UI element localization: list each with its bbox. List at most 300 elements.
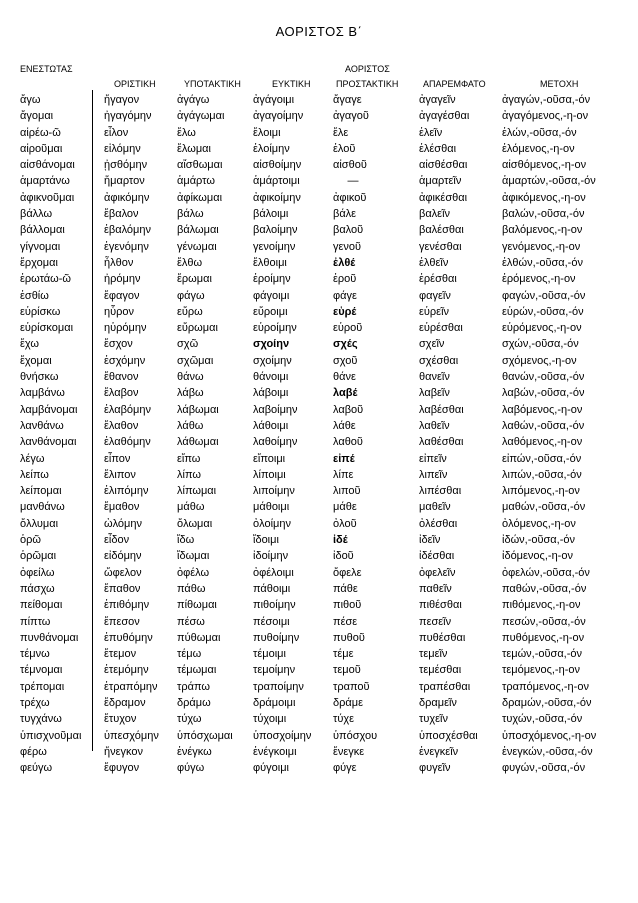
cell-present: τρέχω bbox=[20, 696, 50, 709]
cell-imperative: λαβέ bbox=[333, 387, 358, 400]
cell-infinitive: ἑλεῖν bbox=[419, 126, 443, 139]
cell-subjunctive: σχῶμαι bbox=[177, 354, 214, 367]
cell-infinitive: γενέσθαι bbox=[419, 240, 462, 253]
cell-participle: λιπών,-οῦσα,-όν bbox=[502, 468, 582, 481]
cell-optative: ἀγάγοιμι bbox=[253, 94, 295, 106]
cell-indicative: ἐγενόμην bbox=[104, 240, 149, 253]
cell-imperative: λαθοῦ bbox=[333, 436, 363, 449]
table-row bbox=[0, 532, 638, 548]
column-header-subjunctive: ΥΠΟΤΑΚΤΙΚΗ bbox=[184, 79, 241, 89]
cell-infinitive: πεσεῖν bbox=[419, 615, 452, 628]
cell-participle: ἰδόμενος,-η-ον bbox=[502, 550, 573, 563]
cell-subjunctive: ἀφίκωμαι bbox=[177, 191, 223, 204]
cell-imperative: δράμε bbox=[333, 696, 363, 709]
cell-present: αἰσθάνομαι bbox=[20, 159, 75, 172]
cell-optative: λαθοίμην bbox=[253, 436, 298, 449]
cell-subjunctive: ἔλθω bbox=[177, 256, 203, 269]
cell-subjunctive: γένωμαι bbox=[177, 240, 217, 253]
cell-subjunctive: μάθω bbox=[177, 501, 205, 514]
cell-present: εὑρίσκω bbox=[20, 305, 61, 318]
table-row bbox=[0, 336, 638, 352]
cell-infinitive: φυγεῖν bbox=[419, 762, 451, 775]
cell-subjunctive: πέσω bbox=[177, 615, 205, 628]
cell-subjunctive: αἴσθωμαι bbox=[177, 159, 223, 172]
cell-present: ἄγομαι bbox=[20, 110, 54, 123]
table-row bbox=[0, 728, 638, 744]
cell-infinitive: λαβεῖν bbox=[419, 387, 450, 400]
cell-imperative: θάνε bbox=[333, 371, 356, 384]
cell-imperative: εἰπέ bbox=[333, 452, 355, 465]
cell-imperative: ἰδοῦ bbox=[333, 550, 354, 563]
cell-optative: μάθοιμι bbox=[253, 501, 290, 514]
cell-participle: ὀφελών,-οῦσα,-όν bbox=[502, 566, 590, 579]
table-row bbox=[0, 516, 638, 532]
cell-subjunctive: φάγω bbox=[177, 289, 205, 302]
cell-imperative: βαλοῦ bbox=[333, 224, 364, 237]
cell-imperative: ἕλε bbox=[333, 126, 349, 139]
cell-indicative: εἰδόμην bbox=[104, 550, 142, 563]
cell-imperative: ἀγαγοῦ bbox=[333, 110, 369, 123]
cell-subjunctive: λάθωμαι bbox=[177, 436, 219, 449]
column-header-optative: ΕΥΚΤΙΚΗ bbox=[272, 79, 311, 89]
cell-infinitive: λαθεῖν bbox=[419, 419, 450, 432]
table-row bbox=[0, 662, 638, 678]
cell-subjunctive: ἁμάρτω bbox=[177, 175, 215, 188]
cell-optative: φύγοιμι bbox=[253, 762, 289, 775]
cell-infinitive: ὑποσχέσθαι bbox=[419, 729, 478, 742]
cell-present: αἱροῦμαι bbox=[20, 142, 63, 155]
cell-participle: ἀφικόμενος,-η-ον bbox=[502, 191, 586, 204]
cell-imperative: ὑπόσχου bbox=[333, 729, 378, 742]
cell-participle: γενόμενος,-η-ον bbox=[502, 240, 581, 253]
cell-present: λέγω bbox=[20, 452, 45, 465]
cell-infinitive: θανεῖν bbox=[419, 371, 450, 384]
table-row bbox=[0, 451, 638, 467]
cell-subjunctive: τύχω bbox=[177, 713, 202, 726]
table-row bbox=[0, 581, 638, 597]
cell-participle: ἰδών,-οῦσα,-όν bbox=[502, 534, 575, 547]
cell-imperative: τέμε bbox=[333, 648, 354, 661]
cell-infinitive: εὑρέσθαι bbox=[419, 322, 463, 335]
cell-infinitive: ἀφικέσθαι bbox=[419, 191, 468, 204]
cell-imperative: αἰσθοῦ bbox=[333, 159, 367, 172]
cell-infinitive: λιπεῖν bbox=[419, 468, 448, 481]
cell-optative: εὕροιμι bbox=[253, 305, 288, 318]
cell-participle: πιθόμενος,-η-ον bbox=[502, 599, 581, 612]
cell-optative: εἴποιμι bbox=[253, 452, 286, 465]
cell-present: λαμβάνομαι bbox=[20, 403, 78, 416]
cell-present: αἱρέω-ῶ bbox=[20, 126, 61, 139]
cell-subjunctive: ἔρωμαι bbox=[177, 273, 212, 286]
cell-infinitive: ἑλέσθαι bbox=[419, 142, 457, 155]
cell-present: ὄλλυμαι bbox=[20, 517, 59, 530]
cell-indicative: ἔδραμον bbox=[104, 696, 146, 709]
table-row bbox=[0, 173, 638, 189]
cell-present: πείθομαι bbox=[20, 599, 63, 612]
cell-optative: λίποιμι bbox=[253, 468, 286, 481]
table-row bbox=[0, 418, 638, 434]
cell-subjunctive: τέμωμαι bbox=[177, 664, 217, 677]
cell-optative: ἐνέγκοιμι bbox=[253, 745, 297, 758]
cell-indicative: ὤφελον bbox=[104, 566, 142, 579]
cell-participle: μαθών,-οῦσα,-όν bbox=[502, 501, 586, 514]
cell-optative: πάθοιμι bbox=[253, 582, 291, 595]
cell-subjunctive: λάβω bbox=[177, 387, 204, 400]
cell-imperative: τραποῦ bbox=[333, 680, 370, 693]
cell-subjunctive: ὄλωμαι bbox=[177, 517, 213, 530]
cell-optative: τεμοίμην bbox=[253, 664, 296, 677]
cell-imperative: λιποῦ bbox=[333, 485, 361, 498]
cell-participle: αἰσθόμενος,-η-ον bbox=[502, 159, 587, 172]
cell-imperative: φύγε bbox=[333, 762, 357, 775]
cell-imperative: σχοῦ bbox=[333, 354, 358, 367]
cell-subjunctive: ἕλωμαι bbox=[177, 142, 211, 155]
cell-optative: αἰσθοίμην bbox=[253, 159, 302, 172]
cell-subjunctive: πίθωμαι bbox=[177, 599, 217, 612]
cell-indicative: ἐβαλόμην bbox=[104, 224, 151, 237]
cell-present: φέρω bbox=[20, 745, 47, 758]
cell-present: ὀφείλω bbox=[20, 566, 55, 579]
cell-infinitive: σχεῖν bbox=[419, 338, 445, 351]
cell-participle: λιπόμενος,-η-ον bbox=[502, 485, 580, 498]
column-header-indicative: ΟΡΙΣΤΙΚΗ bbox=[114, 79, 156, 89]
cell-present: ἀφικνοῦμαι bbox=[20, 191, 75, 204]
cell-indicative: ἔλαθον bbox=[104, 419, 139, 432]
cell-present: γίγνομαι bbox=[20, 240, 61, 253]
cell-participle: ἁμαρτών,-οῦσα,-όν bbox=[502, 175, 596, 188]
cell-present: ὁρῶμαι bbox=[20, 550, 57, 563]
cell-participle: θανών,-οῦσα,-όν bbox=[502, 371, 585, 384]
table-row bbox=[0, 255, 638, 271]
cell-participle: ἑλών,-οῦσα,-όν bbox=[502, 126, 577, 139]
cell-infinitive: ἐρέσθαι bbox=[419, 273, 457, 286]
cell-indicative: ἔλαβον bbox=[104, 387, 139, 400]
cell-optative: ὀλοίμην bbox=[253, 517, 291, 530]
cell-indicative: ἐλαθόμην bbox=[104, 436, 151, 449]
cell-participle: φαγών,-οῦσα,-όν bbox=[502, 289, 586, 302]
cell-present: ἄγω bbox=[20, 94, 41, 106]
table-row bbox=[0, 141, 638, 157]
cell-participle: λαβών,-οῦσα,-όν bbox=[502, 387, 585, 400]
table-row bbox=[0, 353, 638, 369]
cell-present: λείπω bbox=[20, 468, 49, 481]
cell-present: τρέπομαι bbox=[20, 680, 65, 693]
table-row bbox=[0, 565, 638, 581]
cell-participle: σχόμενος,-η-ον bbox=[502, 354, 577, 367]
cell-infinitive: ὀφελεῖν bbox=[419, 566, 456, 579]
cell-present: βάλλομαι bbox=[20, 224, 65, 237]
table-row bbox=[0, 597, 638, 613]
table-row bbox=[0, 108, 638, 124]
cell-infinitive: ἐλθεῖν bbox=[419, 256, 449, 269]
column-header-participle: ΜΕΤΟΧΗ bbox=[540, 79, 579, 89]
cell-present: ἐρωτάω-ῶ bbox=[20, 273, 71, 286]
cell-imperative: λάθε bbox=[333, 419, 356, 432]
cell-indicative: ἐπυθόμην bbox=[104, 631, 153, 644]
cell-indicative: ἔβαλον bbox=[104, 208, 139, 221]
cell-subjunctive: λίπω bbox=[177, 468, 201, 481]
cell-infinitive: ἀγαγέσθαι bbox=[419, 110, 470, 123]
cell-imperative: εὑροῦ bbox=[333, 322, 363, 335]
cell-infinitive: λαθέσθαι bbox=[419, 436, 464, 449]
cell-indicative: ἐτραπόμην bbox=[104, 680, 158, 693]
cell-subjunctive: λάβωμαι bbox=[177, 403, 219, 416]
column-header-infinitive: ΑΠΑΡΕΜΦΑΤΟ bbox=[423, 79, 486, 89]
table-row bbox=[0, 695, 638, 711]
table-row bbox=[0, 222, 638, 238]
cell-optative: ὑποσχοίμην bbox=[253, 729, 312, 742]
cell-infinitive: τεμέσθαι bbox=[419, 664, 462, 677]
cell-optative: λαβοίμην bbox=[253, 403, 298, 416]
cell-indicative: ἦλθον bbox=[104, 256, 134, 269]
cell-participle: εὑρών,-οῦσα,-όν bbox=[502, 305, 584, 318]
cell-participle: φυγών,-οῦσα,-όν bbox=[502, 762, 586, 775]
aorist-header: ΑΟΡΙΣΤΟΣ bbox=[345, 64, 390, 74]
cell-infinitive: λαβέσθαι bbox=[419, 403, 464, 416]
cell-imperative: ἐροῦ bbox=[333, 273, 357, 286]
cell-imperative: πυθοῦ bbox=[333, 631, 365, 644]
table-row bbox=[0, 157, 638, 173]
cell-present: λανθάνω bbox=[20, 419, 64, 432]
cell-present: τυγχάνω bbox=[20, 713, 62, 726]
cell-indicative: ἔφαγον bbox=[104, 289, 140, 302]
table-row bbox=[0, 402, 638, 418]
cell-imperative: λαβοῦ bbox=[333, 403, 364, 416]
cell-optative: βαλοίμην bbox=[253, 224, 298, 237]
verb-table bbox=[0, 92, 638, 776]
cell-present: ἐσθίω bbox=[20, 289, 49, 302]
cell-present: ἔχομαι bbox=[20, 354, 52, 367]
cell-indicative: ηὑρόμην bbox=[104, 322, 147, 335]
cell-optative: γενοίμην bbox=[253, 240, 296, 253]
cell-participle: ἀγαγών,-οῦσα,-όν bbox=[502, 94, 591, 106]
present-tense-header: ΕΝΕΣΤΩΤΑΣ bbox=[20, 64, 73, 74]
table-row bbox=[0, 467, 638, 483]
cell-participle: εὑρόμενος,-η-ον bbox=[502, 322, 582, 335]
cell-participle: ὀλόμενος,-η-ον bbox=[502, 517, 576, 530]
cell-indicative: ἔτυχον bbox=[104, 713, 137, 726]
cell-present: ὑπισχνοῦμαι bbox=[20, 729, 82, 742]
cell-participle: βαλόμενος,-η-ον bbox=[502, 224, 583, 237]
cell-imperative: φάγε bbox=[333, 289, 357, 302]
cell-optative: σχοίμην bbox=[253, 354, 292, 367]
cell-imperative: ἰδέ bbox=[333, 534, 348, 547]
table-row bbox=[0, 304, 638, 320]
cell-participle: λαβόμενος,-η-ον bbox=[502, 403, 583, 416]
cell-infinitive: βαλεῖν bbox=[419, 208, 451, 221]
table-row bbox=[0, 92, 638, 108]
cell-indicative: ἔσχον bbox=[104, 338, 133, 351]
cell-optative: εὑροίμην bbox=[253, 322, 297, 335]
cell-indicative: ἤγαγον bbox=[104, 94, 140, 106]
cell-infinitive: παθεῖν bbox=[419, 582, 452, 595]
cell-present: πίπτω bbox=[20, 615, 51, 628]
cell-imperative: ἑλοῦ bbox=[333, 142, 356, 155]
cell-indicative: ἐσχόμην bbox=[104, 354, 146, 367]
cell-present: εὑρίσκομαι bbox=[20, 322, 74, 335]
cell-present: λανθάνομαι bbox=[20, 436, 77, 449]
cell-participle: ἐλθών,-οῦσα,-όν bbox=[502, 256, 583, 269]
cell-infinitive: εὑρεῖν bbox=[419, 305, 450, 318]
table-row bbox=[0, 239, 638, 255]
cell-infinitive: ἰδέσθαι bbox=[419, 550, 455, 563]
column-headers bbox=[0, 79, 638, 91]
cell-indicative: ὑπεσχόμην bbox=[104, 729, 159, 742]
cell-infinitive: πιθέσθαι bbox=[419, 599, 462, 612]
cell-optative: πυθοίμην bbox=[253, 631, 300, 644]
cell-participle: τεμών,-οῦσα,-όν bbox=[502, 648, 583, 661]
cell-infinitive: δραμεῖν bbox=[419, 696, 457, 709]
cell-present: μανθάνω bbox=[20, 501, 65, 514]
cell-participle: δραμών,-οῦσα,-όν bbox=[502, 696, 592, 709]
cell-present: λείπομαι bbox=[20, 485, 62, 498]
cell-subjunctive: ἕλω bbox=[177, 126, 196, 139]
cell-subjunctive: εὕρω bbox=[177, 305, 203, 318]
cell-optative: ἀγαγοίμην bbox=[253, 110, 304, 123]
cell-subjunctive: εἴπω bbox=[177, 452, 201, 465]
cell-optative: λάβοιμι bbox=[253, 387, 289, 400]
cell-infinitive: ἀγαγεῖν bbox=[419, 94, 456, 106]
table-row bbox=[0, 483, 638, 499]
cell-infinitive: φαγεῖν bbox=[419, 289, 451, 302]
cell-infinitive: εἰπεῖν bbox=[419, 452, 447, 465]
cell-indicative: ἐτεμόμην bbox=[104, 664, 149, 677]
table-row bbox=[0, 271, 638, 287]
cell-subjunctive: τέμω bbox=[177, 648, 202, 661]
table-row bbox=[0, 190, 638, 206]
cell-optative: ἰδοίμην bbox=[253, 550, 289, 563]
cell-subjunctive: λίπωμαι bbox=[177, 485, 217, 498]
cell-optative: δράμοιμι bbox=[253, 696, 296, 709]
cell-indicative: ἔθανον bbox=[104, 371, 139, 384]
cell-indicative: ἀφικόμην bbox=[104, 191, 150, 204]
cell-subjunctive: πάθω bbox=[177, 582, 206, 595]
cell-optative: ἴδοιμι bbox=[253, 534, 279, 547]
cell-subjunctive: ὑπόσχωμαι bbox=[177, 729, 233, 742]
cell-indicative: εἶδον bbox=[104, 534, 130, 547]
cell-imperative: ἔνεγκε bbox=[333, 745, 365, 758]
cell-participle: παθών,-οῦσα,-όν bbox=[502, 582, 587, 595]
cell-optative: ἔλθοιμι bbox=[253, 256, 287, 269]
cell-optative: πιθοίμην bbox=[253, 599, 296, 612]
cell-participle: τραπόμενος,-η-ον bbox=[502, 680, 589, 693]
cell-indicative: ἔλιπον bbox=[104, 468, 136, 481]
table-row bbox=[0, 499, 638, 515]
cell-present: ἔχω bbox=[20, 338, 39, 351]
cell-imperative: βάλε bbox=[333, 208, 357, 221]
cell-infinitive: τυχεῖν bbox=[419, 713, 448, 726]
cell-participle: πυθόμενος,-η-ον bbox=[502, 631, 585, 644]
cell-infinitive: μαθεῖν bbox=[419, 501, 451, 514]
cell-indicative: ὠλόμην bbox=[104, 517, 142, 530]
table-row bbox=[0, 614, 638, 630]
cell-present: τέμνομαι bbox=[20, 664, 63, 677]
cell-optative: ἐροίμην bbox=[253, 273, 291, 286]
cell-participle: εἰπών,-οῦσα,-όν bbox=[502, 452, 582, 465]
cell-subjunctive: λάθω bbox=[177, 419, 204, 432]
table-row bbox=[0, 320, 638, 336]
cell-subjunctive: ἴδωμαι bbox=[177, 550, 210, 563]
cell-indicative: ἐλιπόμην bbox=[104, 485, 149, 498]
cell-indicative: ἠρόμην bbox=[104, 273, 141, 286]
cell-infinitive: τεμεῖν bbox=[419, 648, 448, 661]
page-title: ΑΟΡΙΣΤΟΣ Β΄ bbox=[275, 24, 363, 39]
table-row bbox=[0, 125, 638, 141]
cell-participle: τυχών,-οῦσα,-όν bbox=[502, 713, 583, 726]
cell-subjunctive: ἴδω bbox=[177, 534, 195, 547]
cell-infinitive: λιπέσθαι bbox=[419, 485, 462, 498]
cell-optative: βάλοιμι bbox=[253, 208, 289, 221]
cell-subjunctive: σχῶ bbox=[177, 338, 199, 351]
cell-infinitive: σχέσθαι bbox=[419, 354, 459, 367]
cell-subjunctive: βάλωμαι bbox=[177, 224, 219, 237]
table-row bbox=[0, 679, 638, 695]
cell-optative: ἀφικοίμην bbox=[253, 191, 301, 204]
cell-imperative: γενοῦ bbox=[333, 240, 362, 253]
cell-indicative: ἐλαβόμην bbox=[104, 403, 151, 416]
cell-indicative: ηὗρον bbox=[104, 305, 135, 318]
cell-optative: θάνοιμι bbox=[253, 371, 289, 384]
cell-indicative: εἶπον bbox=[104, 452, 131, 465]
table-row bbox=[0, 711, 638, 727]
cell-participle: σχών,-οῦσα,-όν bbox=[502, 338, 579, 351]
cell-subjunctive: εὕρωμαι bbox=[177, 322, 218, 335]
cell-participle: τεμόμενος,-η-ον bbox=[502, 664, 580, 677]
cell-infinitive: πυθέσθαι bbox=[419, 631, 466, 644]
table-row bbox=[0, 385, 638, 401]
table-row bbox=[0, 630, 638, 646]
cell-present: πυνθάνομαι bbox=[20, 631, 79, 644]
cell-optative: τραποίμην bbox=[253, 680, 304, 693]
table-row bbox=[0, 206, 638, 222]
cell-optative: πέσοιμι bbox=[253, 615, 290, 628]
cell-subjunctive: ἐνέγκω bbox=[177, 745, 212, 758]
cell-imperative: ἄγαγε bbox=[333, 94, 362, 106]
cell-present: λαμβάνω bbox=[20, 387, 65, 400]
cell-imperative: ὄφελε bbox=[333, 566, 362, 579]
cell-present: θνήσκω bbox=[20, 371, 59, 384]
cell-participle: ὑποσχόμενος,-η-ον bbox=[502, 729, 597, 742]
cell-imperative: τεμοῦ bbox=[333, 664, 361, 677]
table-row bbox=[0, 434, 638, 450]
cell-indicative: ἔτεμον bbox=[104, 648, 137, 661]
cell-indicative: ἥμαρτον bbox=[104, 175, 145, 188]
cell-indicative: ἔμαθον bbox=[104, 501, 140, 514]
cell-subjunctive: πύθωμαι bbox=[177, 631, 221, 644]
cell-imperative: μάθε bbox=[333, 501, 357, 514]
table-row bbox=[0, 288, 638, 304]
cell-optative: λιποίμην bbox=[253, 485, 295, 498]
table-row bbox=[0, 760, 638, 776]
cell-present: βάλλω bbox=[20, 208, 53, 221]
cell-infinitive: τραπέσθαι bbox=[419, 680, 471, 693]
cell-imperative: ὀλοῦ bbox=[333, 517, 357, 530]
cell-optative: ἕλοιμι bbox=[253, 126, 281, 139]
cell-optative: σχοίην bbox=[253, 338, 290, 351]
cell-participle: ἐρόμενος,-η-ον bbox=[502, 273, 576, 286]
cell-subjunctive: φύγω bbox=[177, 762, 205, 775]
cell-imperative: πέσε bbox=[333, 615, 358, 628]
cell-indicative: ᾐσθόμην bbox=[104, 159, 148, 172]
cell-imperative: πάθε bbox=[333, 582, 358, 595]
cell-imperative: εὑρέ bbox=[333, 305, 357, 318]
cell-participle: λαθόμενος,-η-ον bbox=[502, 436, 583, 449]
cell-present: ἁμαρτάνω bbox=[20, 175, 70, 188]
cell-imperative: ἀφικοῦ bbox=[333, 191, 367, 204]
cell-imperative: — bbox=[347, 175, 359, 188]
cell-optative: φάγοιμι bbox=[253, 289, 290, 302]
cell-indicative: εἷλον bbox=[104, 126, 129, 139]
